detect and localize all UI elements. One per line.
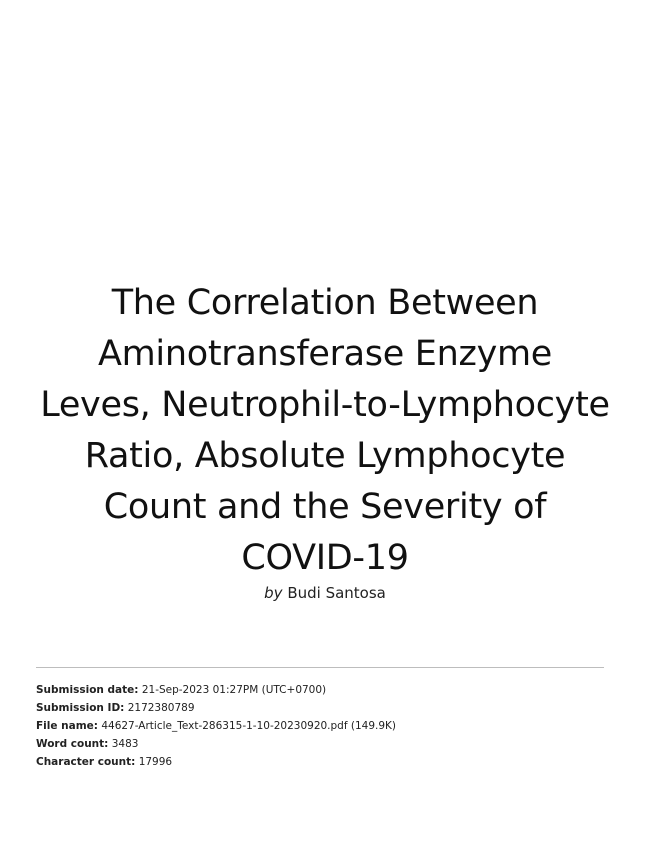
submission-date-label: Submission date:	[36, 684, 139, 696]
author-name: Budi Santosa	[287, 584, 386, 602]
byline	[0, 582, 650, 604]
submission-id-value: 2172380789	[127, 702, 195, 714]
submission-date-value: 21-Sep-2023 01:27PM (UTC+0700)	[141, 684, 327, 696]
word-count-value: 3483	[111, 738, 139, 750]
submission-id-row	[36, 699, 596, 717]
word-count-label: Word count:	[36, 738, 109, 750]
file-name-row	[36, 717, 596, 735]
file-name-value: 44627-Article_Text-286315-1-10-20230920.pdf (149.9K)	[101, 720, 397, 732]
document-title: The Correlation Between Aminotransferase Enzyme Leves, Neutrophil-to-Lymphocyte Ratio, Absolute Lymphocyte Count and the Severity of COVID-19	[40, 283, 610, 578]
divider	[36, 667, 604, 668]
character-count-value: 17996	[138, 756, 173, 768]
by-label: by	[264, 584, 283, 602]
submission-date-row	[36, 681, 596, 699]
word-count-row	[36, 735, 596, 753]
submission-details	[36, 681, 596, 771]
character-count-row	[36, 753, 596, 771]
character-count-label: Character count:	[36, 756, 136, 768]
file-name-label: File name:	[36, 720, 98, 732]
submission-id-label: Submission ID:	[36, 702, 125, 714]
